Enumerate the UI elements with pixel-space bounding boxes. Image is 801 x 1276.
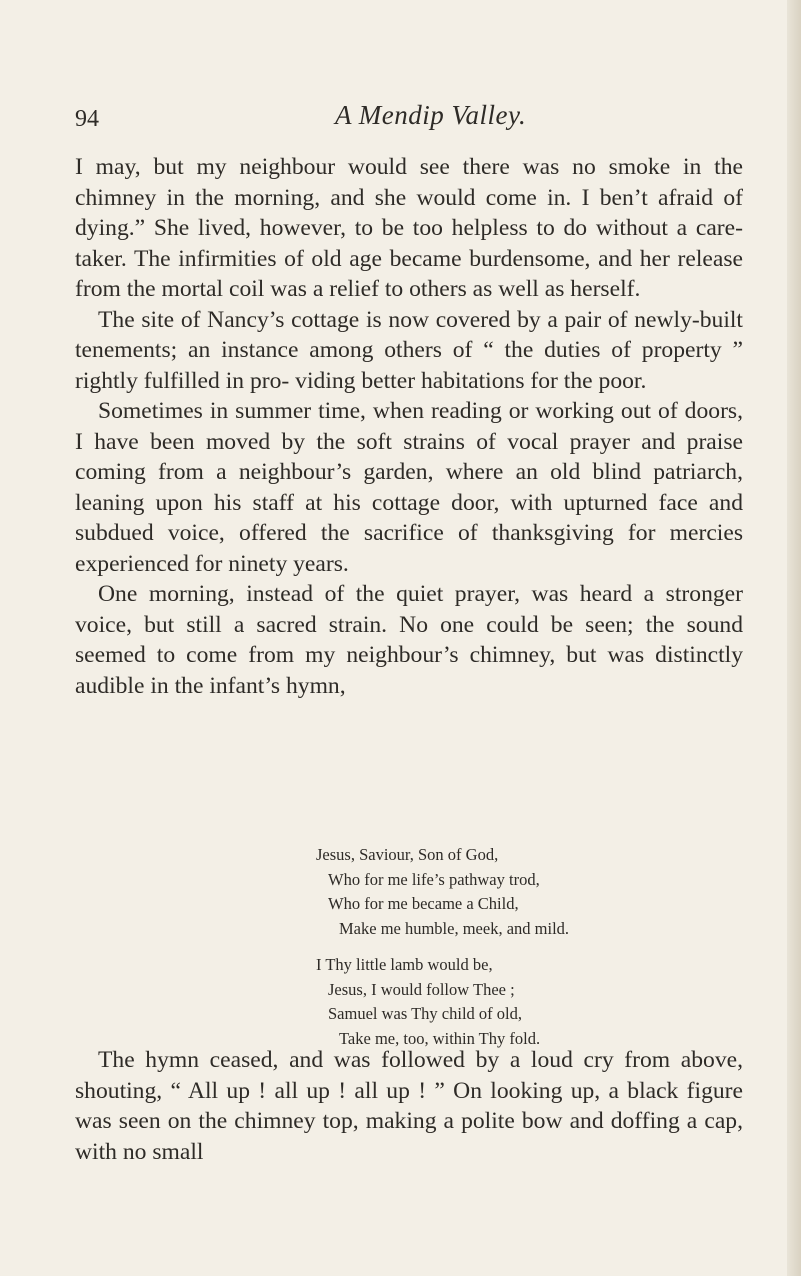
page-edge bbox=[787, 0, 801, 1276]
body-text-bottom bbox=[75, 1045, 743, 1167]
hymn-line: Jesus, Saviour, Son of God, bbox=[316, 845, 499, 864]
hymn-stanza-1 bbox=[0, 843, 801, 941]
page-number: 94 bbox=[75, 106, 99, 132]
page-header bbox=[0, 100, 801, 140]
hymn-stanza-2 bbox=[0, 953, 801, 1051]
hymn-line: Who for me became a Child, bbox=[328, 894, 519, 913]
running-title: A Mendip Valley. bbox=[335, 100, 527, 130]
hymn-quote bbox=[0, 843, 801, 1051]
hymn-line: Who for me life’s pathway trod, bbox=[328, 869, 540, 889]
paragraph-1: I may, but my neighbour would see there was no smoke in the chimney in the morning, and she would come in. I ben’t afraid of dying.” She lived, however, to be too helpless to do without a care-taker. The infirmities of old age became burdensome, and her release from the mortal coil was a relief to others as well as herself. bbox=[75, 154, 743, 302]
paragraph-2: The site of Nancy’s cottage is now covered by a pair of newly-built tenements; an instance among others of “ the duties of property ” rightly fulfilled in pro- viding better habitations for the poor. bbox=[75, 306, 743, 394]
hymn-line: Make me humble, meek, and mild. bbox=[339, 918, 570, 938]
hymn-line: Samuel was Thy child of old, bbox=[328, 1004, 523, 1023]
paragraph-3: Sometimes in summer time, when reading or working out of doors, I have been moved by the soft strains of vocal prayer and praise coming from a neighbour’s garden, where an old blind patriarch, leaning upon his staff at his cottage door, with upturned face and subdued voice, offered the sacrifice of thanksgiving for mercies experienced for ninety years. bbox=[75, 398, 743, 577]
paragraph-4: One morning, instead of the quiet prayer, was heard a stronger voice, but still a sacred strain. No one could be seen; the sound seemed to come from my neighbour’s chimney, but was distinctly audible in the infant’s hymn, bbox=[75, 581, 743, 699]
paragraph-5: The hymn ceased, and was followed by a loud cry from above, shouting, “ All up ! all up ! all up ! ” On looking up, a black figure was seen on the chimney top, making a polite bow and doffing a cap, with no small bbox=[75, 1047, 743, 1165]
body-text-top bbox=[75, 152, 743, 701]
hymn-line: Jesus, I would follow Thee ; bbox=[328, 979, 515, 999]
hymn-line: I Thy little lamb would be, bbox=[316, 955, 493, 974]
hymn-line: Take me, too, within Thy fold. bbox=[339, 1028, 541, 1048]
